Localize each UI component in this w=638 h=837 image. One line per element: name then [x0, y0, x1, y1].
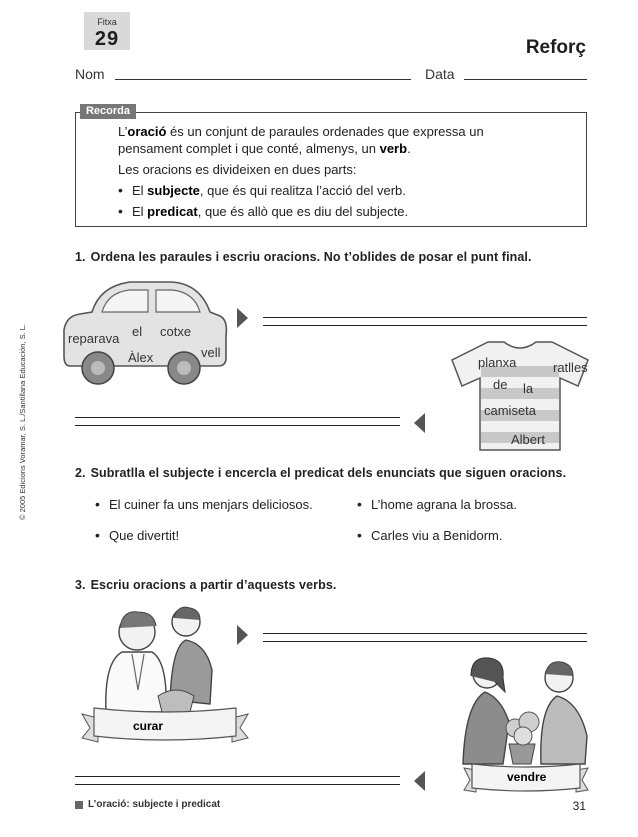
recorda-line-3: Les oracions es divideixen en dues parts: — [118, 162, 357, 177]
shirt-word-4: la — [523, 381, 534, 396]
date-field[interactable] — [464, 79, 587, 80]
shirt-word-3: de — [493, 377, 508, 392]
car-word-2: el — [132, 324, 143, 339]
shirt-word-5: camiseta — [484, 403, 537, 418]
car-word-1: reparava — [68, 331, 120, 346]
car-word-5: vell — [201, 345, 221, 360]
footer-text: L’oració: subjecte i predicat — [88, 799, 221, 810]
car-word-3: cotxe — [160, 324, 192, 339]
sentence-2: • L’home agrana la brossa. — [357, 496, 517, 512]
footer-square-icon — [75, 801, 83, 809]
shirt-word-1: planxa — [478, 355, 517, 370]
arrow-left-icon — [414, 413, 425, 433]
shirt-word-6: Albert — [511, 432, 545, 447]
answer-line[interactable] — [263, 641, 587, 642]
answer-line[interactable] — [263, 633, 587, 634]
name-label: Nom — [75, 66, 105, 82]
answer-line[interactable] — [75, 776, 400, 777]
recorda-bullet-2: • El predicat, que és allò que es diu del subjecte. — [118, 203, 409, 219]
verb-1: curar — [133, 719, 164, 733]
side-copyright: © 2005 Edicions Voramar, S. L./Santillana Educación, S. L. — [18, 323, 27, 520]
sentence-4: • Carles viu a Benidorm. — [357, 527, 503, 543]
fitxa-label: Fitxa — [97, 17, 117, 27]
page-number: 31 — [572, 799, 586, 813]
exercise-3-title: 3. Escriu oracions a partir d’aquests verbs. — [75, 578, 337, 592]
recorda-line-1: L’oració és un conjunt de paraules ordenades que expressa un — [118, 124, 484, 139]
recorda-bullet-1: • El subjecte, que és qui realitza l’acció del verb. — [118, 182, 406, 198]
couple-plant-illustration — [445, 652, 595, 772]
arrow-right-icon — [237, 625, 248, 645]
name-field[interactable] — [115, 79, 411, 80]
shirt-word-2: ratlles — [553, 360, 588, 375]
fitxa-number: 29 — [94, 28, 120, 50]
exercise-2-title: 2. Subratlla el subjecte i encercla el predicat dels enunciats que siguen oracions. — [75, 466, 567, 480]
verb-2: vendre — [507, 770, 547, 784]
car-word-4: Àlex — [128, 350, 154, 365]
answer-line[interactable] — [263, 317, 587, 318]
sentence-1: • El cuiner fa uns menjars deliciosos. — [95, 496, 313, 512]
date-label: Data — [425, 66, 455, 82]
answer-line[interactable] — [75, 425, 400, 426]
section-title: Reforç — [525, 37, 586, 58]
arrow-left-icon — [414, 771, 425, 791]
verb-banner-1 — [80, 702, 250, 748]
answer-line[interactable] — [75, 784, 400, 785]
answer-line[interactable] — [75, 417, 400, 418]
arrow-right-icon — [237, 308, 248, 328]
sentence-3: • Que divertit! — [95, 527, 180, 543]
recorda-line-2: pensament complet i que conté, almenys, un verb. — [118, 141, 411, 156]
recorda-tab: Recorda — [80, 104, 136, 119]
exercise-1-title: 1. Ordena les paraules i escriu oracions. No t’oblides de posar el punt final. — [75, 250, 532, 264]
answer-line[interactable] — [263, 325, 587, 326]
